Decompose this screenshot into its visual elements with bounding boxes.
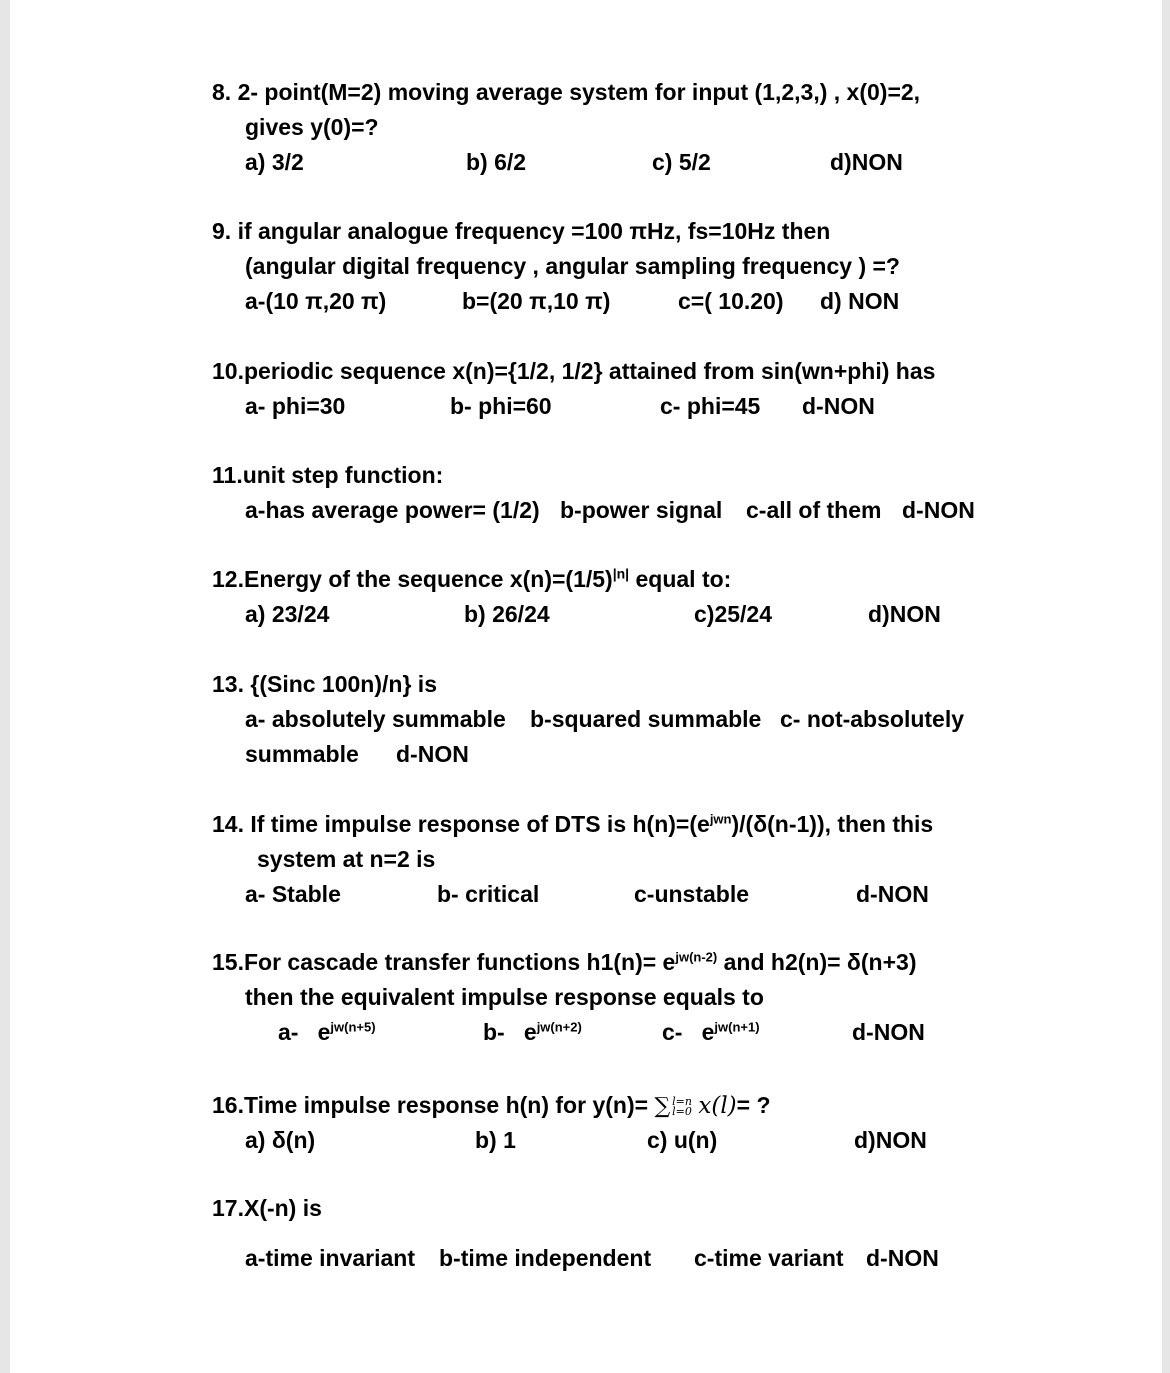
- question-15-text: 15.For cascade transfer functions $h1(n)= e^{jw(n-2)}$ and h2(n)= δ(n+3): [212, 949, 917, 975]
- q13-option-a: a- absolutely summable: [245, 706, 506, 732]
- q11-option-b: b-power signal: [560, 497, 723, 523]
- q11-option-c: c-all of them: [746, 497, 882, 523]
- q15-option-b: b- $e^{jw(n+2)}$: [483, 1019, 582, 1045]
- q8-option-a: a) 3/2: [245, 149, 304, 175]
- question-8-text: 8. 2- point(M=2) moving average system for input (1,2,3,) , x(0)=2,: [212, 79, 921, 105]
- q9-option-a: a-(10 π,20 π): [245, 288, 387, 314]
- q8-option-b: b) 6/2: [466, 149, 527, 175]
- question-12-text: 12.Energy of the sequence $x(n)=(1/5)^{|n|}$ equal to:: [212, 565, 732, 592]
- q9-option-b: b=(20 π,10 π): [462, 288, 611, 314]
- q14-option-a: a- Stable: [245, 881, 341, 907]
- q12-option-c: c)25/24: [694, 601, 773, 627]
- question-9-text-cont: (angular digital frequency , angular sampling frequency ) =?: [245, 253, 900, 279]
- q15-exponent: jw(n-2): [675, 949, 718, 965]
- question-16-text: 16.Time impulse response h(n) for y(n)= ∑ l=n l=0 x(l)= ?: [212, 1092, 771, 1119]
- q14-option-b: b- critical: [437, 881, 540, 907]
- question-14-text: 14. If time impulse response of DTS is $h(n)=(e^{jwn})/(\delta(n-1))$, then this: [212, 811, 934, 837]
- q12-option-d: d)NON: [868, 601, 941, 627]
- q16-option-a: a) δ(n): [245, 1127, 316, 1153]
- q12-option-a: a) 23/24: [245, 601, 330, 627]
- q11-option-d: d-NON: [902, 497, 975, 523]
- q14-exponent: jwn: [709, 811, 732, 827]
- q14-option-d: d-NON: [856, 881, 929, 907]
- q15-option-d: d-NON: [852, 1019, 925, 1045]
- q17-option-d: d-NON: [866, 1245, 939, 1271]
- q17-option-b: b-time independent: [439, 1245, 652, 1271]
- q17-option-a: a-time invariant: [245, 1245, 415, 1271]
- question-13-text: 13. {(Sinc 100n)/n} is: [212, 671, 437, 697]
- q8-option-d: d)NON: [830, 149, 903, 175]
- q11-option-a: a-has average power= (1/2): [245, 497, 540, 523]
- q17-option-c: c-time variant: [694, 1245, 844, 1271]
- q16-option-c: c) u(n): [647, 1127, 718, 1153]
- q10-option-c: c- phi=45: [660, 393, 761, 419]
- q13-option-d: d-NON: [396, 741, 469, 767]
- question-8-text-cont: gives y(0)=?: [245, 114, 379, 140]
- document-page: [10, 0, 1162, 1373]
- q16-option-b: b) 1: [475, 1127, 516, 1153]
- q12-exponent: |n|: [612, 565, 630, 582]
- q15-option-c: c- $e^{jw(n+1)}$: [662, 1019, 760, 1045]
- q10-option-d: d-NON: [802, 393, 875, 419]
- q13-option-c: c- not-absolutely: [780, 706, 965, 732]
- q13-option-b: b-squared summable: [530, 706, 762, 732]
- question-9-text: 9. if angular analogue frequency =100 πHz, fs=10Hz then: [212, 218, 831, 244]
- q10-option-b: b- phi=60: [450, 393, 552, 419]
- q12-option-b: b) 26/24: [464, 601, 550, 627]
- summation-term: x(l): [698, 1093, 737, 1119]
- q9-option-d: d) NON: [820, 288, 900, 314]
- q10-option-a: a- phi=30: [245, 393, 346, 419]
- q13-option-c-cont: summable: [245, 741, 359, 767]
- summation-limits: l=n l=0: [672, 1094, 692, 1118]
- question-14-text-cont: system at n=2 is: [257, 846, 436, 872]
- q15-option-a: a- $e^{jw(n+5)}$: [278, 1019, 376, 1045]
- question-17-text: 17.X(-n) is: [212, 1195, 322, 1221]
- question-11-text: 11.unit step function:: [212, 462, 444, 488]
- question-10-text: 10.periodic sequence x(n)={1/2, 1/2} attained from sin(wn+phi) has: [212, 358, 936, 384]
- q16-option-d: d)NON: [854, 1127, 927, 1153]
- q9-option-c: c=( 10.20): [678, 288, 784, 314]
- q14-option-c: c-unstable: [634, 881, 750, 907]
- question-15-text-cont: then the equivalent impulse response equals to: [245, 984, 764, 1010]
- q8-option-c: c) 5/2: [652, 149, 711, 175]
- summation-symbol: ∑: [654, 1094, 671, 1119]
